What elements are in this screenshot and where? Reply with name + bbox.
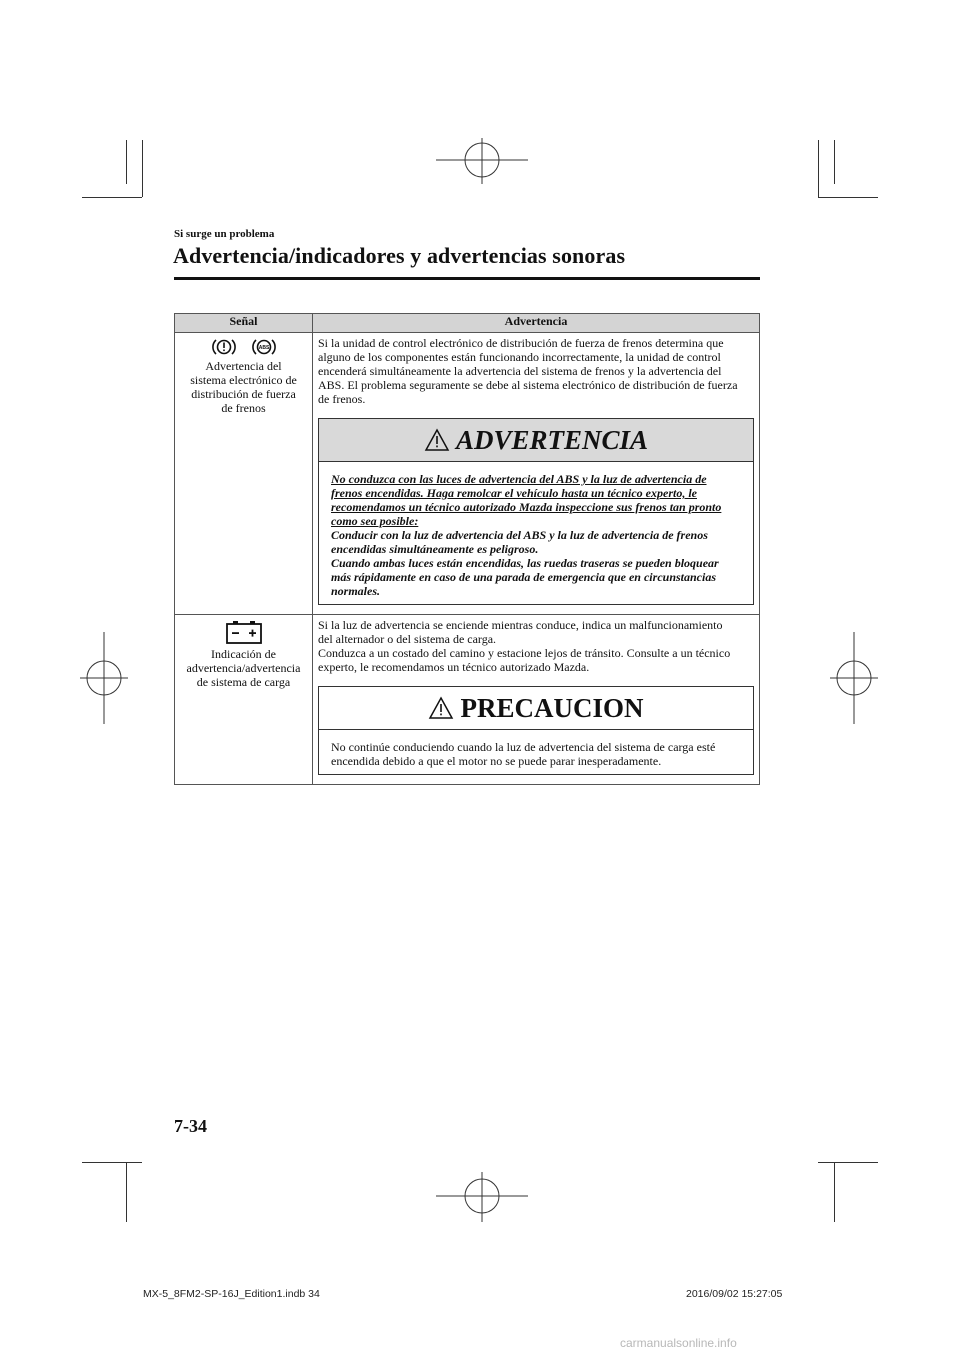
warning-line: recomendamos un técnico autorizado Mazda inspeccione sus frenos tan pronto xyxy=(331,500,722,514)
abs-icon-label: ABS xyxy=(258,345,269,351)
warning-line: más rápidamente en caso de una parada de emergencia que en circunstancias xyxy=(331,570,716,584)
signal-icons xyxy=(177,619,310,645)
text-line: Si la luz de advertencia se enciende mientras conduce, indica un malfuncionamiento xyxy=(318,618,723,632)
warning-table xyxy=(174,313,760,785)
text-line: del alternador o del sistema de carga. xyxy=(318,632,497,646)
signal-cell xyxy=(175,615,313,785)
footer-file: MX-5_8FM2-SP-16J_Edition1.indb 34 xyxy=(143,1288,320,1300)
signal-line: advertencia/advertencia xyxy=(186,661,301,675)
table-row xyxy=(175,615,760,785)
caution-line: No continúe conduciendo cuando la luz de advertencia del sistema de carga esté xyxy=(331,740,716,754)
warning-line: encendidas simultáneamente es peligroso. xyxy=(331,542,539,556)
advertencia-header xyxy=(319,419,753,462)
title-rule xyxy=(174,277,760,280)
warning-line: No conduzca con las luces de advertencia del ABS y la luz de advertencia de xyxy=(331,472,707,486)
signal-line: sistema electrónico de xyxy=(190,373,297,387)
text-line: ABS. El problema seguramente se debe al sistema electrónico de distribución de fuerza xyxy=(318,378,738,392)
text-line: Si la unidad de control electrónico de distribución de fuerza de frenos determina que xyxy=(318,336,724,350)
warning-cell xyxy=(313,333,760,615)
text-line: de frenos. xyxy=(318,392,366,406)
warning-triangle-icon xyxy=(424,428,450,452)
registration-mark-right xyxy=(830,632,878,724)
warning-line: frenos encendidas. Haga remolcar el vehículo hasta un técnico experto, le xyxy=(331,486,697,500)
precaucion-header xyxy=(319,687,753,730)
warning-cell xyxy=(313,615,760,785)
watermark: carmanualsonline.info xyxy=(620,1336,737,1350)
signal-icons xyxy=(177,337,310,357)
signal-cell xyxy=(175,333,313,615)
advertencia-title: ADVERTENCIA xyxy=(455,425,649,455)
text-line: Conduzca a un costado del camino y estacione lejos de tránsito. Consulte a un técnico xyxy=(318,646,731,660)
section-label: Si surge un problema xyxy=(174,228,275,240)
caution-line: encendida debido a que el motor no se puede parar inesperadamente. xyxy=(331,754,662,768)
precaucion-title: PRECAUCION xyxy=(460,693,644,723)
abs-warning-icon xyxy=(251,337,277,357)
warning-description xyxy=(318,618,754,674)
registration-mark-top xyxy=(436,138,528,184)
table-header-row xyxy=(175,314,760,333)
text-line: experto, le recomendamos un técnico autorizado Mazda. xyxy=(318,660,590,674)
text-line: alguno de los componentes están funcionando incorrectamente, la unidad de control xyxy=(318,350,721,364)
signal-line: Indicación de xyxy=(211,647,276,661)
text-line: encenderá simultáneamente la advertencia del sistema de frenos y la advertencia del xyxy=(318,364,722,378)
signal-name xyxy=(177,647,310,689)
signal-line: de sistema de carga xyxy=(196,675,291,689)
signal-line: Advertencia del xyxy=(205,359,282,373)
warning-line: Conducir con la luz de advertencia del ABS y la luz de advertencia de frenos xyxy=(331,528,708,542)
signal-name xyxy=(177,359,310,415)
column-header-warning: Advertencia xyxy=(313,314,760,333)
page-number: 7-34 xyxy=(174,1116,207,1136)
precaucion-box xyxy=(318,686,754,775)
column-header-signal: Señal xyxy=(175,314,313,333)
advertencia-body xyxy=(319,462,753,604)
registration-mark-left xyxy=(80,632,128,724)
precaucion-body xyxy=(319,730,753,774)
warning-line: como sea posible: xyxy=(331,514,419,528)
page-title: Advertencia/indicadores y advertencias sonoras xyxy=(173,243,626,268)
table-row xyxy=(175,333,760,615)
warning-line: Cuando ambas luces están encendidas, las ruedas traseras se pueden bloquear xyxy=(331,556,719,570)
registration-mark-bottom xyxy=(436,1172,528,1222)
warning-line: normales. xyxy=(331,584,381,598)
caution-triangle-icon xyxy=(428,696,454,720)
signal-line: distribución de fuerza xyxy=(191,387,296,401)
signal-line: de frenos xyxy=(221,401,266,415)
brake-warning-icon xyxy=(211,337,237,357)
battery-charge-icon xyxy=(225,619,263,645)
footer-timestamp: 2016/09/02 15:27:05 xyxy=(686,1288,783,1300)
advertencia-box xyxy=(318,418,754,605)
warning-description xyxy=(318,336,754,406)
